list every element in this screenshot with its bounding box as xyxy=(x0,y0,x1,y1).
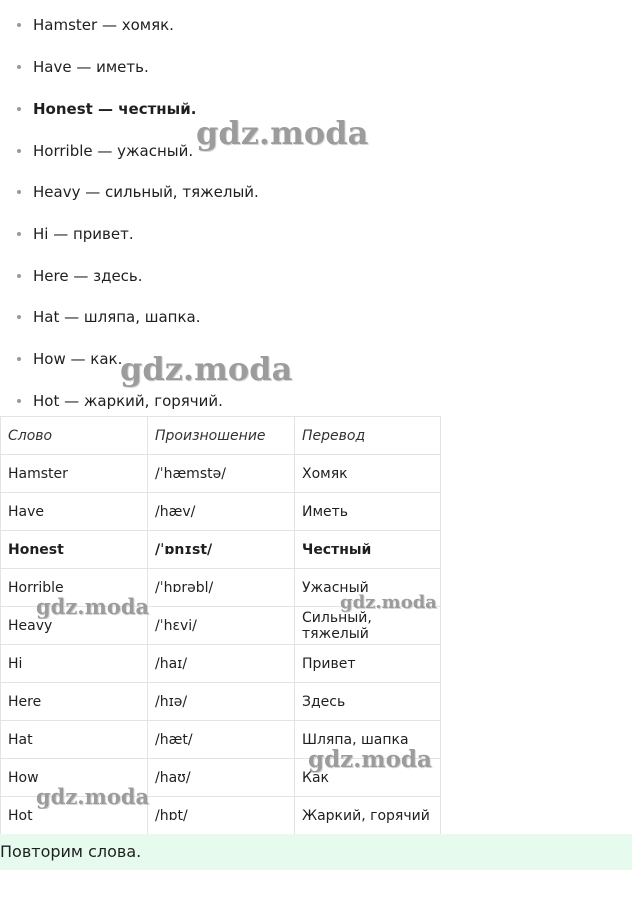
table-cell-pronunciation: /haɪ/ xyxy=(148,645,295,683)
table-row xyxy=(1,721,441,759)
list-item-text: Hamster — хомяк. xyxy=(33,16,174,34)
watermark: gdz.moda xyxy=(36,594,150,619)
watermark: gdz.moda xyxy=(308,746,432,773)
watermark: gdz.moda xyxy=(196,114,369,152)
table-cell-pronunciation: /haʊ/ xyxy=(148,759,295,797)
table-cell-word: Hamster xyxy=(1,455,148,493)
table-cell-pronunciation: /ˈɒnɪst/ xyxy=(148,531,295,569)
table-cell-translation: Сильный, тяжелый xyxy=(295,607,441,645)
table-cell-pronunciation: /hæt/ xyxy=(148,721,295,759)
list-item-text: Hot — жаркий, горячий. xyxy=(33,392,223,410)
bullet-icon xyxy=(17,65,21,69)
list-item-text: Honest — честный. xyxy=(33,100,197,118)
table-row xyxy=(1,569,441,607)
table-row xyxy=(1,645,441,683)
list-item xyxy=(0,296,201,338)
table-cell-translation: Ужасный xyxy=(295,569,441,607)
table-cell-word: Hot xyxy=(1,797,148,835)
table-row xyxy=(1,683,441,721)
table-cell-translation: Иметь xyxy=(295,493,441,531)
list-item-text: Hi — привет. xyxy=(33,225,134,243)
list-item-text: Horrible — ужасный. xyxy=(33,142,194,160)
list-item-text: Hat — шляпа, шапка. xyxy=(33,308,201,326)
table-cell-translation: Хомяк xyxy=(295,455,441,493)
table-cell-translation: Жаркий, горячий xyxy=(295,797,441,835)
table-cell-pronunciation: /ˈhæmstə/ xyxy=(148,455,295,493)
list-item xyxy=(0,338,122,380)
table-row xyxy=(1,797,441,835)
table-cell-word: Have xyxy=(1,493,148,531)
table-row xyxy=(1,493,441,531)
list-item xyxy=(0,130,193,172)
table-cell-translation: Как xyxy=(295,759,441,797)
list-item xyxy=(0,88,196,130)
footer-note: Повторим слова. xyxy=(0,834,632,870)
bullet-icon xyxy=(17,190,21,194)
table-cell-word: Hi xyxy=(1,645,148,683)
list-item xyxy=(0,171,259,213)
bullet-icon xyxy=(17,149,21,153)
table-row xyxy=(1,607,441,645)
list-item-text: How — как. xyxy=(33,350,123,368)
table-cell-word: How xyxy=(1,759,148,797)
table-cell-pronunciation: /hɒt/ xyxy=(148,797,295,835)
table-cell-word: Horrible xyxy=(1,569,148,607)
list-item xyxy=(0,46,149,88)
table-row xyxy=(1,455,441,493)
table-row xyxy=(1,531,441,569)
vocabulary-table xyxy=(0,416,441,835)
table-cell-pronunciation: /ˈhɛvi/ xyxy=(148,607,295,645)
bullet-icon xyxy=(17,107,21,111)
list-item xyxy=(0,255,143,297)
list-item-text: Have — иметь. xyxy=(33,58,149,76)
watermark: gdz.moda xyxy=(340,592,437,613)
bullet-icon xyxy=(17,399,21,403)
table-cell-translation: Шляпа, шапка xyxy=(295,721,441,759)
list-item-text: Here — здесь. xyxy=(33,267,143,285)
bullet-icon xyxy=(17,274,21,278)
bullet-icon xyxy=(17,315,21,319)
table-header-row xyxy=(1,417,441,455)
table-cell-word: Hat xyxy=(1,721,148,759)
watermark: gdz.moda xyxy=(120,350,293,388)
table-header-cell: Произношение xyxy=(148,417,295,455)
table-row xyxy=(1,759,441,797)
list-item xyxy=(0,4,174,46)
table-cell-pronunciation: /ˈhɒrəbl/ xyxy=(148,569,295,607)
table-header-cell: Перевод xyxy=(295,417,441,455)
table-header-cell: Слово xyxy=(1,417,148,455)
table-cell-pronunciation: /hɪə/ xyxy=(148,683,295,721)
table-cell-translation: Здесь xyxy=(295,683,441,721)
watermark: gdz.moda xyxy=(36,784,150,809)
list-item xyxy=(0,213,134,255)
bullet-icon xyxy=(17,23,21,27)
table-cell-word: Heavy xyxy=(1,607,148,645)
table-cell-word: Here xyxy=(1,683,148,721)
table-cell-translation: Привет xyxy=(295,645,441,683)
table-cell-word: Honest xyxy=(1,531,148,569)
list-item-text: Heavy — сильный, тяжелый. xyxy=(33,183,259,201)
bullet-icon xyxy=(17,357,21,361)
table-cell-translation: Честный xyxy=(295,531,441,569)
bullet-icon xyxy=(17,232,21,236)
table-cell-pronunciation: /hæv/ xyxy=(148,493,295,531)
